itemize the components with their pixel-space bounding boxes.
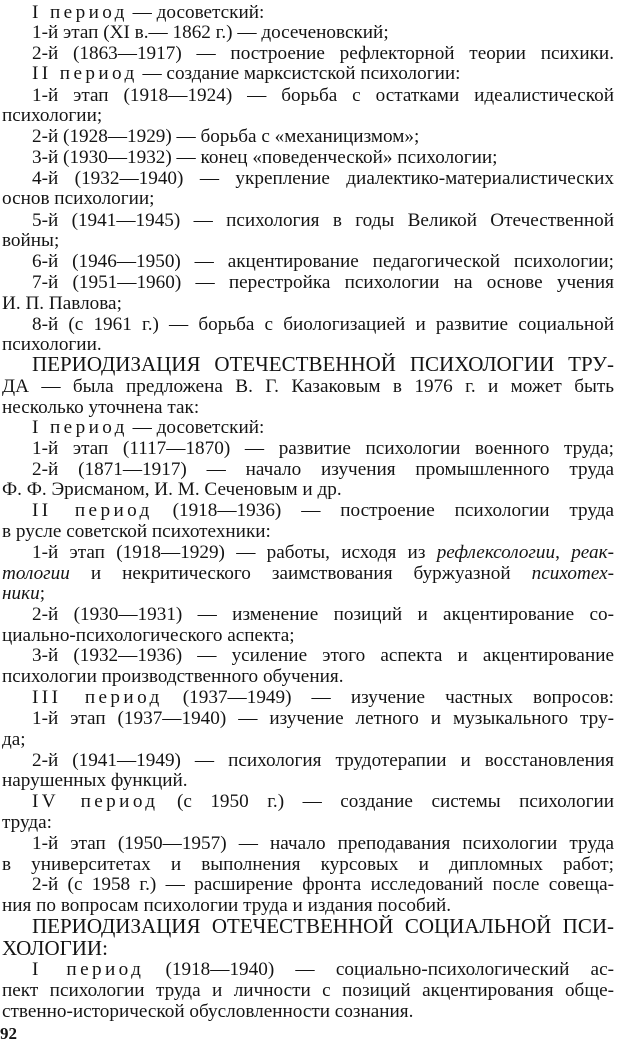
text-line: 1-й этап (1918—1929) — работы, исходя из рефлексологии, реак- <box>32 542 615 563</box>
text-line: 1-й этап (XI в.— 1862 г.) — досеченовский; <box>32 22 389 43</box>
text-line: войны; <box>2 230 60 251</box>
text-line: И. П. Павлова; <box>2 293 122 314</box>
text-line: ДА — была предложена В. Г. Казаковым в 1976 г. и может быть <box>2 376 614 397</box>
text-line: ния по вопросам психологии труда и издания пособий. <box>2 895 452 916</box>
text-line: 2-й (с 1958 г.) — расширение фронта исследований после совеща- <box>32 874 614 895</box>
text-line: 2-й (1871—1917) — начало изучения промышленного труда <box>32 459 614 480</box>
text-line: I период — досоветский: <box>32 417 265 438</box>
text-line: 4-й (1932—1940) — укрепление диалектико-материалистических <box>32 168 614 189</box>
text-line: IV период (с 1950 г.) — создание системы психологии <box>32 791 614 812</box>
text-line: да; <box>2 729 26 750</box>
text-line: основ психологии; <box>2 188 155 209</box>
text-line: 1-й этап (1918—1924) — борьба с остатками идеалистической <box>32 85 614 106</box>
text-line: психологии производственного обучения. <box>2 666 344 687</box>
text-line: несколько уточнена так: <box>2 397 200 418</box>
section-heading: ПЕРИОДИЗАЦИЯ ОТЕЧЕСТВЕННОЙ ПСИХОЛОГИИ ТРУ- <box>32 352 614 376</box>
text-line: I период — досоветский: <box>32 2 265 23</box>
period-label: I период <box>32 2 128 23</box>
text-line: 2-й (1941—1949) — психология трудотерапии и восстановления <box>32 750 614 771</box>
text-line: в университетах и выполнения курсовых и дипломных работ; <box>2 854 614 875</box>
text-line: тологии и некритического заимствования буржуазной психотех- <box>2 563 614 584</box>
text-line: 1-й этап (1117—1870) — развитие психологии военного труда; <box>32 438 614 459</box>
text-line: II период — создание марксистской психологии: <box>32 63 461 84</box>
text-line: пект психологии труда и личности с позиций акцентирования обще- <box>2 980 614 1001</box>
text-line: 7-й (1951—1960) — перестройка психологии на основе учения <box>32 272 614 293</box>
text-line: ственно-исторической обусловленности сознания. <box>2 1001 414 1022</box>
text-line: психологии. <box>2 334 102 355</box>
text-line: 1-й этап (1950—1957) — начало преподавания психологии труда <box>32 833 614 854</box>
section-heading: ХОЛОГИИ: <box>2 936 108 960</box>
text-line: I период (1918—1940) — социально-психологический ас- <box>32 959 614 980</box>
text-line: ники; <box>2 583 46 604</box>
text-line: Ф. Ф. Эрисманом, И. М. Сеченовым и др. <box>2 479 342 500</box>
text-line: труда: <box>2 812 52 833</box>
text-line: 5-й (1941—1945) — психология в годы Великой Отечественной <box>32 210 614 231</box>
text-line: нарушенных функций. <box>2 770 188 791</box>
text-line: циально-психологического аспекта; <box>2 625 295 646</box>
text-line: 2-й (1930—1931) — изменение позиций и акцентирование со- <box>32 604 614 625</box>
text-line: в русле советской психотехники: <box>2 521 271 542</box>
text-line: II период (1918—1936) — построение психологии труда <box>32 500 614 521</box>
text-line: 1-й этап (1937—1940) — изучение летного и музыкального тру- <box>32 708 614 729</box>
text-line: III период (1937—1949) — изучение частных вопросов: <box>32 687 614 708</box>
text-line: 2-й (1928—1929) — борьба с «механицизмом»; <box>32 126 420 147</box>
text-line: 8-й (с 1961 г.) — борьба с биологизацией и развитие социальной <box>32 314 614 335</box>
text-line: психологии; <box>2 105 103 126</box>
section-heading: ПЕРИОДИЗАЦИЯ ОТЕЧЕСТВЕННОЙ СОЦИАЛЬНОЙ ПСИ- <box>32 914 614 938</box>
text-line: 6-й (1946—1950) — акцентирование педагогической психологии; <box>32 251 614 272</box>
page-number: 92 <box>0 1024 17 1043</box>
text-line: 3-й (1932—1936) — усиление этого аспекта и акцентирование <box>32 645 614 666</box>
text-line: 2-й (1863—1917) — построение рефлекторной теории психики. <box>32 43 614 64</box>
text-line: 3-й (1930—1932) — конец «поведенческой» психологии; <box>32 147 498 168</box>
